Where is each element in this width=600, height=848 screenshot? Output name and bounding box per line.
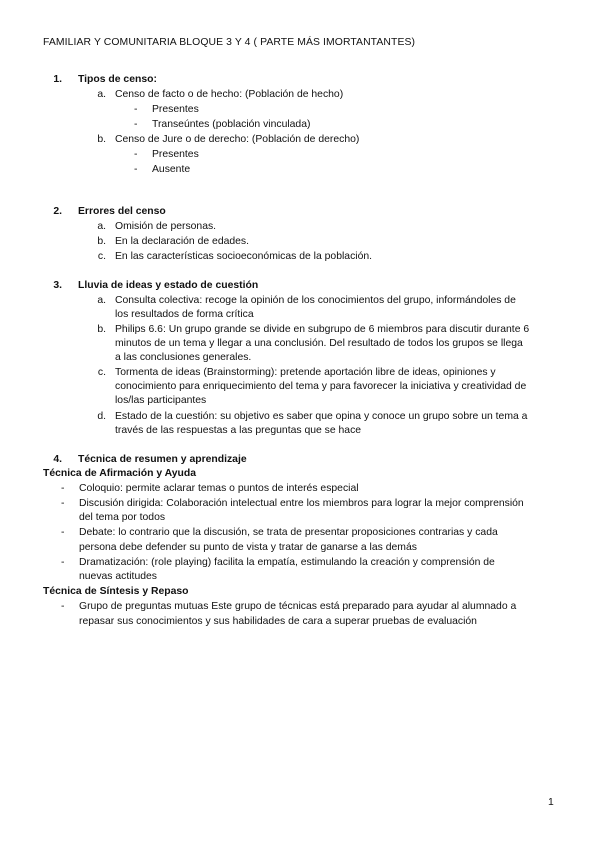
list-marker: b. [97, 236, 106, 247]
section-1a-marker: a. [97, 89, 106, 100]
list-item-line: Debate: lo contrario que la discusión, se trata de presentar proposiciones contrarias y cada [79, 527, 498, 538]
list-item-line: Coloquio: permite aclarar temas o puntos de interés especial [79, 483, 359, 494]
dash-marker: - [134, 149, 138, 160]
dash-marker: - [61, 527, 65, 538]
dash-marker: - [61, 557, 65, 568]
list-item-line: del tema por todos [79, 512, 166, 523]
section-1a-text: Censo de facto o de hecho: (Población de hecho) [115, 89, 344, 100]
list-item: Omisión de personas. [115, 221, 217, 232]
dash-marker: - [61, 483, 65, 494]
section-2-heading: Errores del censo [78, 206, 166, 217]
section-4-heading: Técnica de resumen y aprendizaje [78, 454, 247, 465]
list-item-line: Estado de la cuestión: su objetivo es saber que opina y conoce un grupo sobre un tema a [115, 411, 528, 422]
section-1b-item: Ausente [152, 164, 191, 175]
list-item-line: Philips 6.6: Un grupo grande se divide en subgrupo de 6 miembros para discutir durante 6 [115, 324, 530, 335]
section-3-heading: Lluvia de ideas y estado de cuestión [78, 280, 259, 291]
list-item-line: Tormenta de ideas (Brainstorming): pretende aportación libre de ideas, opiniones y [115, 367, 496, 378]
list-item-line: persona debe defender su punto de vista y tratar de ganarse a las demás [79, 542, 417, 553]
list-item: En la declaración de edades. [115, 236, 250, 247]
section-4-number: 4. [53, 454, 62, 465]
document-title: FAMILIAR Y COMUNITARIA BLOQUE 3 Y 4 ( PARTE MÁS IMORTANTANTES) [43, 37, 416, 48]
list-marker: a. [97, 295, 106, 306]
list-marker: b. [97, 324, 106, 335]
subsection-heading: Técnica de Síntesis y Repaso [43, 586, 189, 597]
dash-marker: - [61, 601, 65, 612]
subsection-heading: Técnica de Afirmación y Ayuda [43, 468, 197, 479]
dash-marker: - [134, 164, 138, 175]
list-marker: d. [97, 411, 106, 422]
section-1-heading: Tipos de censo: [78, 74, 157, 85]
list-item-line: conocimiento para enriquecimiento del tema y para favorecer la iniciativa y creatividad de [115, 381, 527, 392]
page-number: 1 [548, 797, 554, 808]
dash-marker: - [61, 498, 65, 509]
section-1b-item: Presentes [152, 149, 199, 160]
list-item-line: repasar sus conocimientos y sus habilidades de cara a superar pruebas de evaluación [79, 616, 477, 627]
section-1a-item: Presentes [152, 104, 199, 115]
section-1-number: 1. [53, 74, 62, 85]
section-1a-item: Transeúntes (población vinculada) [152, 119, 311, 130]
list-item-line: Discusión dirigida: Colaboración intelectual entre los miembros para lograr la mejor comprensión [79, 498, 524, 509]
list-item: En las características socioeconómicas de la población. [115, 251, 373, 262]
list-item-line: Consulta colectiva: recoge la opinión de los conocimientos del grupo, informándoles de [115, 295, 516, 306]
list-item-line: Dramatización: (role playing) facilita la empatía, estimulando la creación y comprensión de [79, 557, 495, 568]
list-item-line: los resultados de forma crítica [115, 309, 254, 320]
section-1b-text: Censo de Jure o de derecho: (Población de derecho) [115, 134, 360, 145]
section-2-number: 2. [53, 206, 62, 217]
list-item-line: Grupo de preguntas mutuas Este grupo de técnicas está preparado para ayudar al alumnado a [79, 601, 517, 612]
list-marker: a. [97, 221, 106, 232]
list-item-line: minutos de un tema y llegar a una conclusión. Del resultado de todos los grupos se llega [115, 338, 523, 349]
list-item-line: nuevas actitudes [79, 571, 157, 582]
list-item-line: través de las respuestas a las preguntas que se hace [115, 425, 362, 436]
list-item-line: a las conclusiones generales. [115, 352, 252, 363]
section-3-number: 3. [53, 280, 62, 291]
dash-marker: - [134, 104, 138, 115]
section-1b-marker: b. [97, 134, 106, 145]
list-item-line: los/las participantes [115, 395, 207, 406]
list-marker: c. [97, 251, 106, 262]
list-marker: c. [97, 367, 106, 378]
dash-marker: - [134, 119, 138, 130]
